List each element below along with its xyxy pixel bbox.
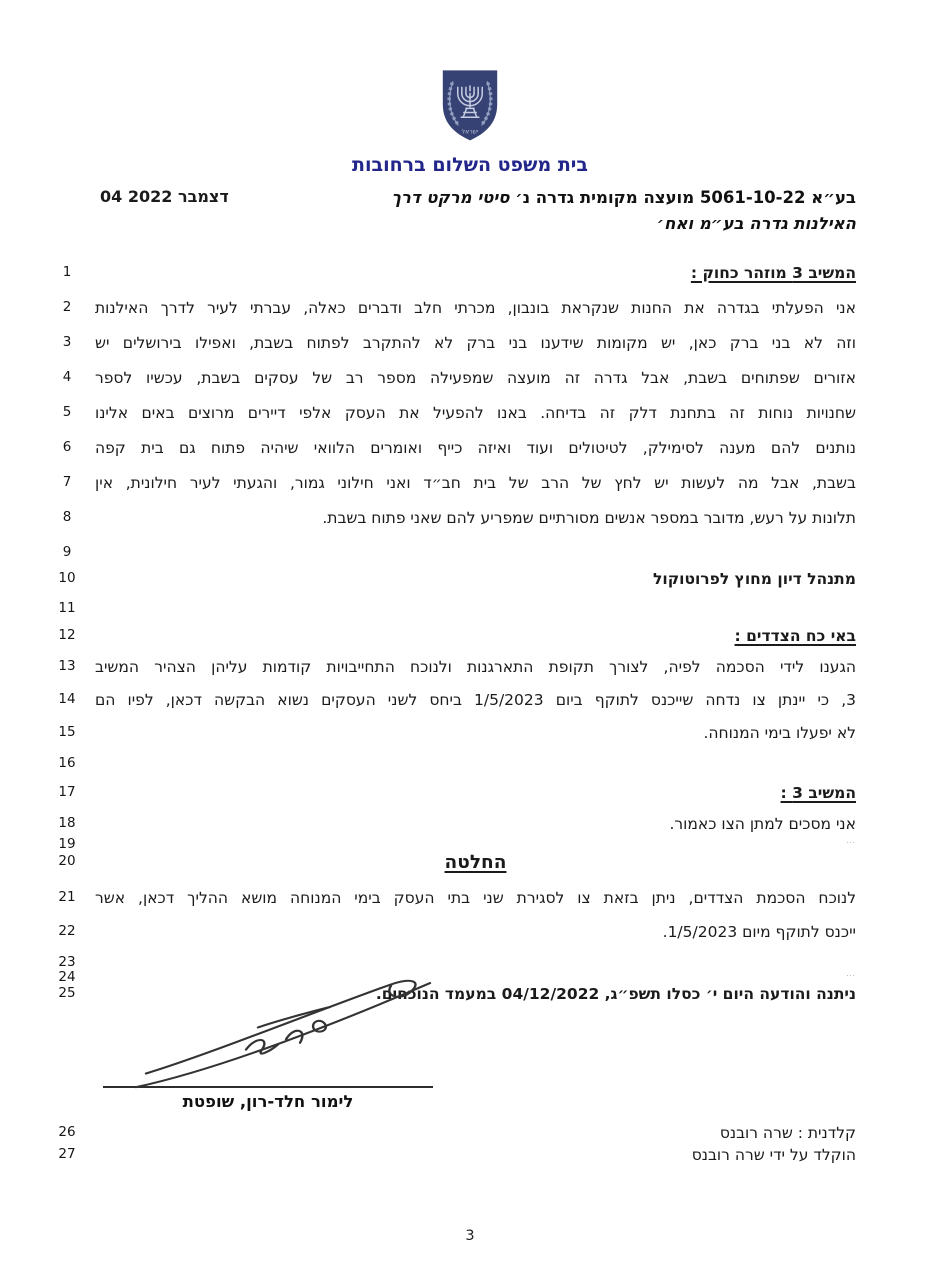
line-row-21 [0, 888, 940, 922]
respondent-name-part2: האילנות גדרה בע״מ ואח׳ [656, 214, 856, 233]
line-number: 6 [62, 439, 72, 455]
respondent-name-part1: סיטי מרקט דרך [391, 188, 510, 207]
line-text: אני מסכים למתן הצו כאמור. [669, 815, 856, 833]
line-row-1 [0, 263, 940, 298]
line-number: 15 [58, 724, 76, 740]
line-text: ייכנס לתוקף מיום 1/5/2023. [662, 923, 856, 941]
line-text: לא יפעלו בימי המנוחה. [703, 724, 856, 742]
line-row-9 [0, 543, 940, 569]
judge-signature-scribble-icon [128, 966, 448, 1094]
line-text: אזורים שפתוחים בשבת, אבל גדרה זה מועצה שמפעילה מספר רב של עסקים בשבת, עכשיו לספר [95, 369, 856, 387]
line-number: 16 [58, 755, 76, 771]
line-row-22 [0, 922, 940, 953]
decision-date: 04 דצמבר 2022 [100, 187, 229, 206]
emblem-container [0, 0, 940, 150]
line-number: 23 [58, 954, 76, 968]
line-number: 27 [58, 1146, 76, 1162]
line-text: לנוכח הסכמת הצדדים, ניתן בזאת צו לסגירת שני בתי העסק בימי המנוחה מושא ההליך דכאן, אשר [95, 889, 856, 907]
line-text: ניתנה והודעה היום י׳ כסלו תשפ״ג, 04/12/2022 במעמד הנוכחים. [375, 985, 856, 1003]
line-row-4 [0, 368, 940, 403]
signature-area [0, 1012, 940, 1086]
line-number: 4 [62, 369, 72, 385]
svg-text:ישראל: ישראל [461, 128, 479, 136]
line-number: 21 [58, 889, 76, 905]
line-row-15 [0, 723, 940, 754]
line-number: 13 [58, 658, 76, 674]
line-row-11 [0, 599, 940, 626]
line-row-5 [0, 403, 940, 438]
line-text: 3, כי יינתן צו נדחה שייכנס לתוקף ביום 1/5/2023 ביחס לשני העסקים נשוא הבקשה דכאן, לפיו הם [95, 691, 856, 709]
line-number: 1 [62, 264, 72, 280]
line-text: אני הפעלתי בגדרה את החנות שנקראת בונבון, מכרתי חלב ודברים כאלה, עברתי לעיר לדרך האילנות [95, 299, 856, 317]
underlined-heading-text: החלטה [444, 852, 507, 873]
line-row-19 [0, 835, 940, 852]
line-row-26 [0, 1123, 940, 1145]
line-row-2 [0, 298, 940, 333]
line-text [95, 263, 856, 284]
line-row-13 [0, 657, 940, 690]
line-text [95, 626, 856, 647]
line-row-7 [0, 473, 940, 508]
case-caption-line1 [270, 185, 856, 211]
line-number: 24 [58, 969, 76, 984]
line-number: 18 [58, 815, 76, 831]
underlined-heading-text: המשיב 3 : [780, 784, 856, 802]
line-number: 26 [58, 1124, 76, 1140]
line-row-6 [0, 438, 940, 473]
line-row-17 [0, 783, 940, 814]
line-number: 5 [62, 404, 72, 420]
line-row-8 [0, 508, 940, 543]
line-row-16 [0, 754, 940, 783]
line-row-20 [0, 852, 940, 888]
underlined-heading-text: המשיב 3 מוזהר כחוק : [690, 264, 856, 282]
line-row-3 [0, 333, 940, 368]
case-caption-block [0, 185, 940, 237]
line-number: 17 [58, 784, 76, 800]
line-text: שחנויות נוחות זה בתחנת דלק זה בדיחה. באנו להפעיל את העסק אלפי דיירים מרוצים באים אלינו [95, 404, 856, 422]
line-text: הוקלד על ידי שרה רובנס [691, 1146, 856, 1164]
line-text [95, 852, 856, 873]
protocol-lines [0, 263, 940, 1012]
judge-name: לימור חלד-רון, שופטת [182, 1092, 354, 1111]
line-text: נותנים להם מענה לסימילק, לטיטולים ועוד ואיזה כייף ואומרים הלוואי שיהיה פתוח גם בית קפה [95, 439, 856, 457]
line-row-14 [0, 690, 940, 723]
line-number: 14 [58, 691, 76, 707]
line-row-12 [0, 626, 940, 657]
line-number: 10 [58, 570, 76, 586]
line-number: 22 [58, 923, 76, 939]
israel-state-emblem-icon [436, 64, 504, 146]
line-text: קלדנית : שרה רובנס [719, 1124, 856, 1142]
page-number: 3 [465, 1228, 475, 1244]
underlined-heading-text: באי כח הצדדים : [734, 627, 856, 645]
line-number: 25 [58, 985, 76, 1001]
case-number-and-petitioner: בע״א 5061-10-22 מועצה מקומית גדרה נ׳ [515, 188, 856, 207]
line-text: מתנהל דיון מחוץ לפרוטוקול [653, 570, 856, 588]
line-number: 19 [58, 836, 76, 852]
line-number: 8 [62, 509, 72, 525]
case-caption [270, 185, 856, 237]
line-number: 11 [58, 600, 76, 616]
line-number: 3 [62, 334, 72, 350]
line-text [95, 783, 856, 804]
line-text: וזה לא בני ברק כאן, יש מקומות שידענו בני ברק לא להתקרב לפתוח בשבת, ואפילו בירושלים יש [95, 334, 856, 352]
footer-lines [0, 1123, 940, 1167]
line-text: ··· [846, 972, 856, 980]
line-number: 20 [58, 853, 76, 869]
line-row-10 [0, 569, 940, 599]
line-text: תלונות על רעש, מדובר במספר אנשים מסורתיים שמפריע להם שאני פתוח בשבת. [322, 509, 856, 527]
line-row-18 [0, 814, 940, 835]
line-row-27 [0, 1145, 940, 1167]
line-number: 12 [58, 627, 76, 643]
court-name: בית משפט השלום ברחובות [352, 154, 588, 176]
line-text: הגענו לידי הסכמה לפיה, לצורך תקופת התארגנות ולנוכח התחייבויות קודמות עליהן הצהיר המשיב [95, 658, 856, 676]
line-text: ··· [846, 839, 856, 847]
line-text: בשבת, אבל מה לעשות יש לחץ של הרב של בית חב״ד ואני חילוני גמור, והגעתי לעיר חילונית, אין [95, 474, 856, 492]
line-number: 9 [62, 544, 72, 560]
line-number: 7 [62, 474, 72, 490]
line-number: 2 [62, 299, 72, 315]
